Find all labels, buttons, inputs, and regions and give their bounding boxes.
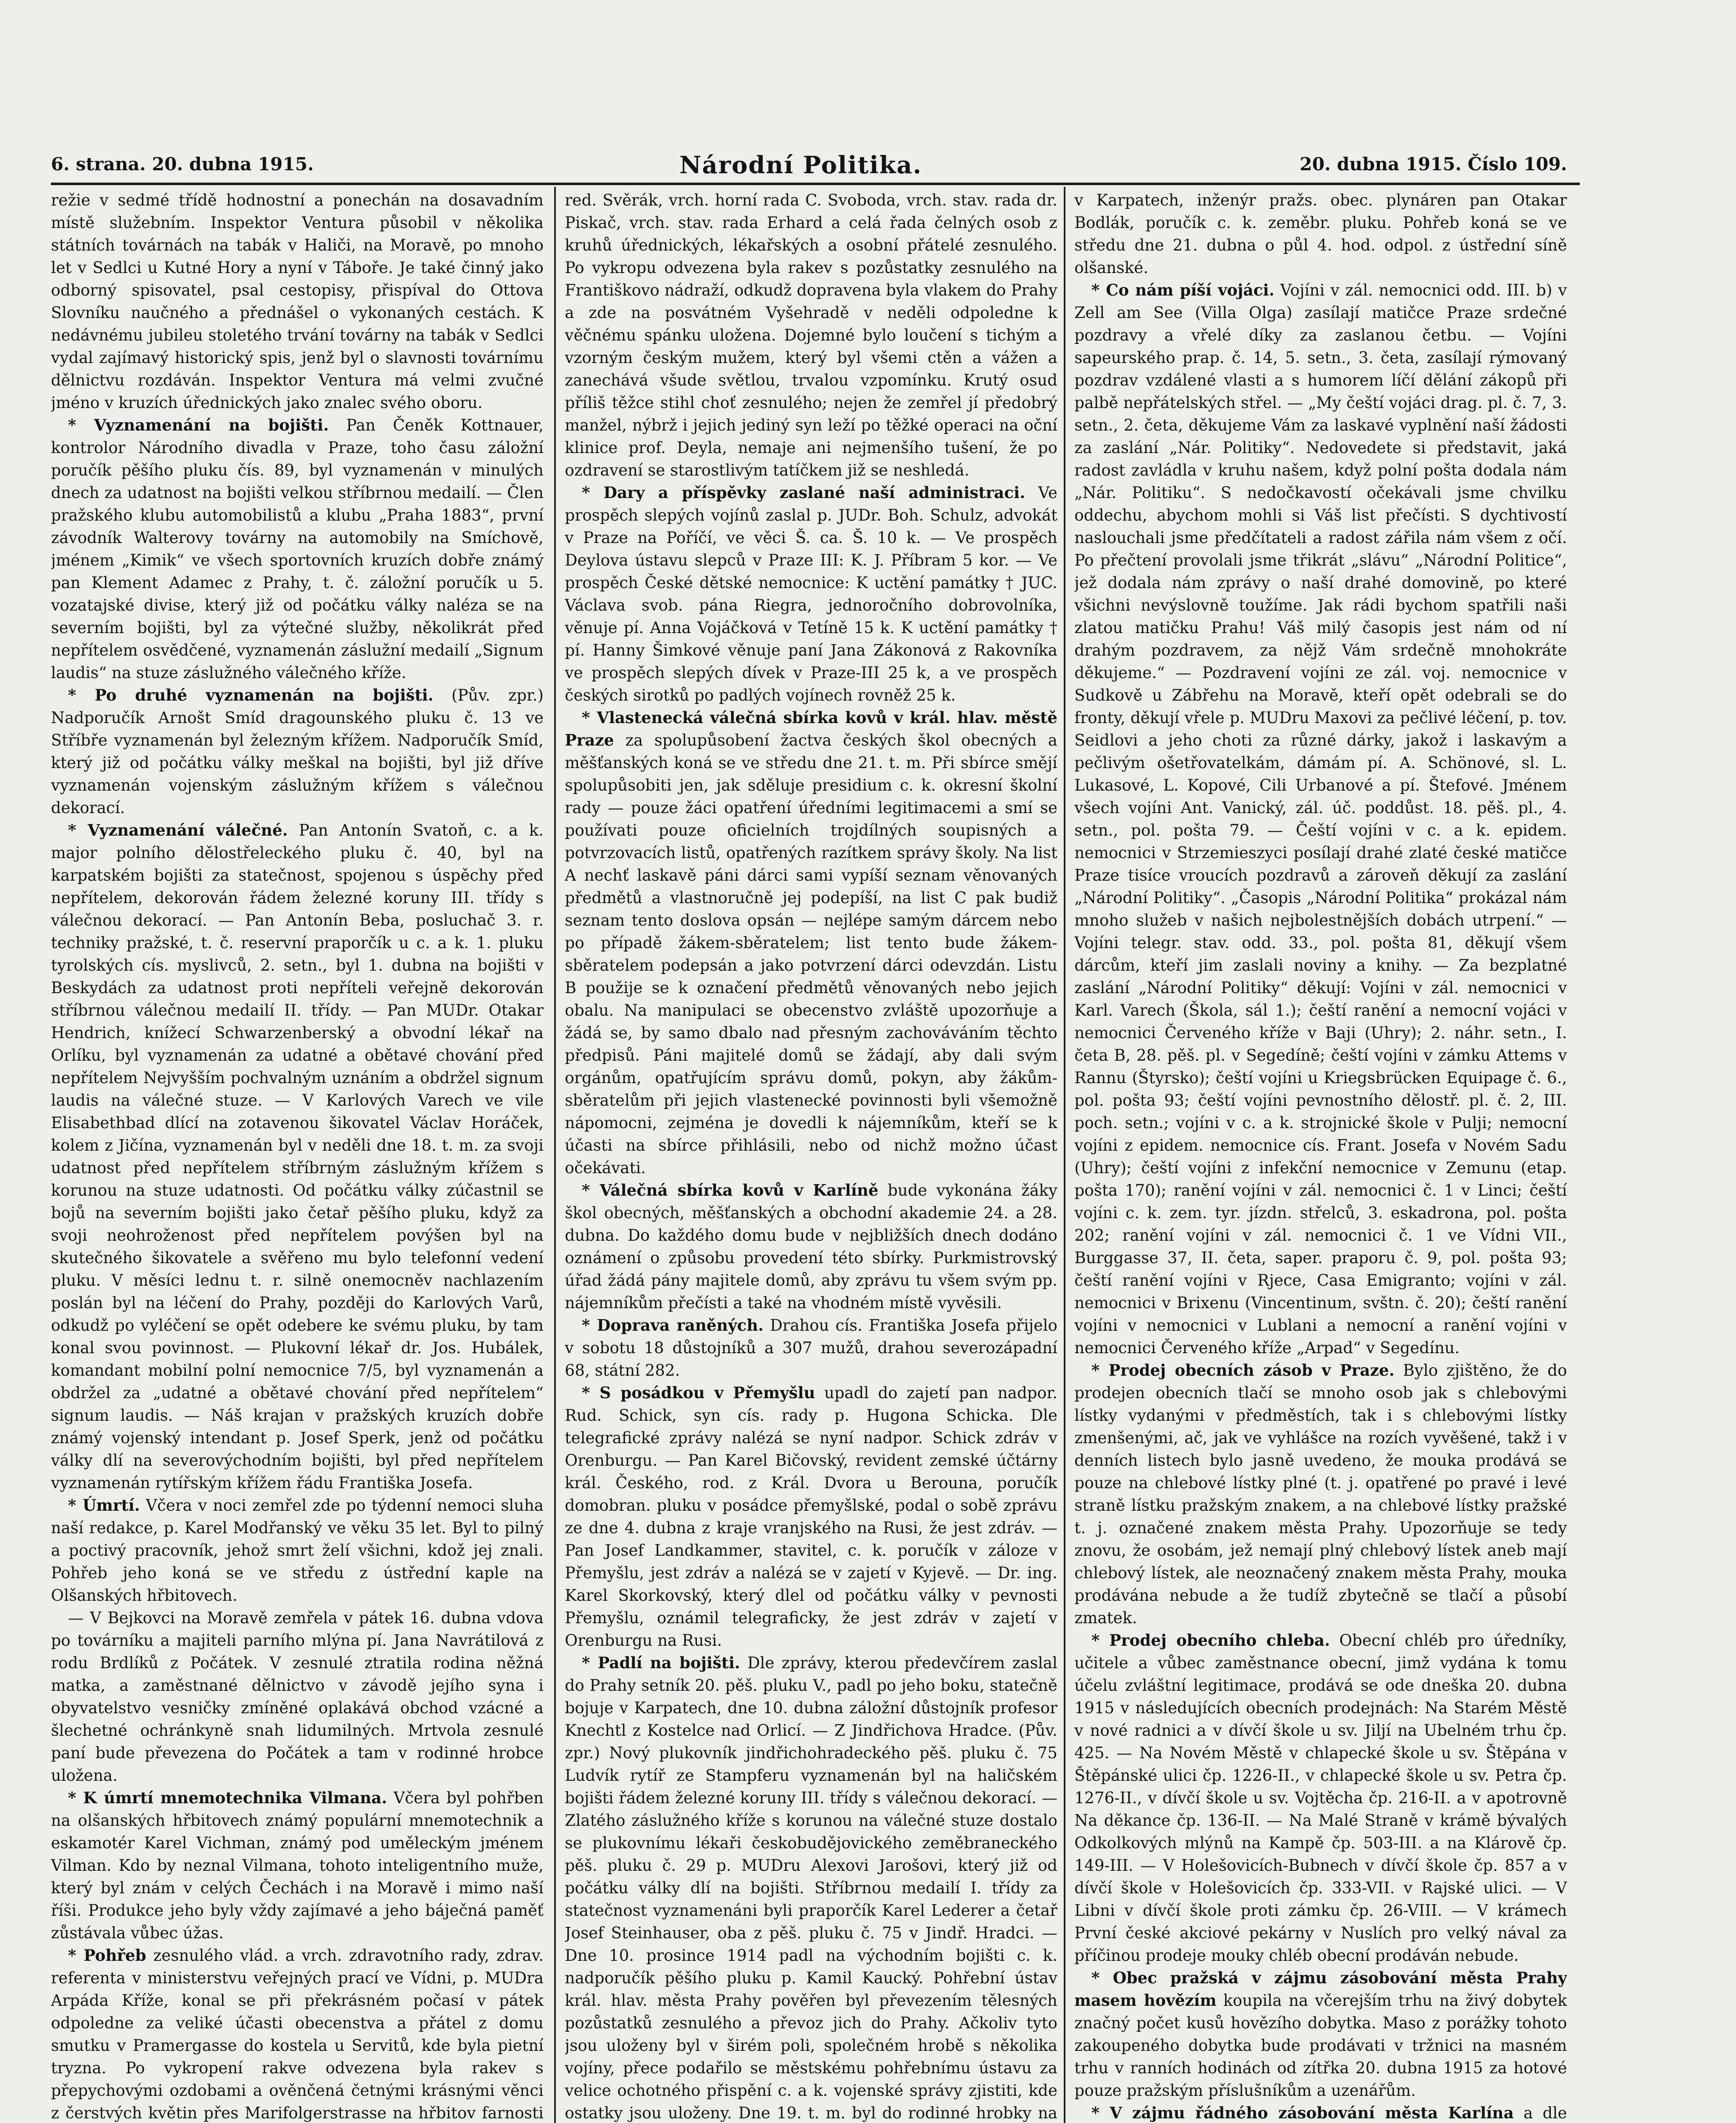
column-2 [565,189,1057,2123]
article-text: Ve prospěch slepých vojínů zaslal p. JUDr. Boh. Schulz, advokát v Praze na Poříčí, ve věci Š. ca. Š. 10 k. — Ve prospěch Deylova ústavu slepců v Praze III: K. J. Příbram 5 kor. — Ve prospěch České dětské nemocnice: K uctění památky † JUC. Václava svob. pána Riegra, jednoročního dobrovolníka, věnuje pí. Anna Vojáčková v Tetíně 15 k. K uctění památky † pí. Hanny Šimkové věnuje paní Jana Zákonová z Rakovníka ve prospěch slepých dívek v Praze-III 25 k, a ve prospěch českých sirotků po padlých vojínech rovněž 25 k. [565,484,1057,704]
article-paragraph [1074,189,1567,279]
article-headline: * Prodej obecního chleba. [1091,1631,1330,1650]
article-text: a dle [1523,2104,1567,2122]
article-text: bude vykonána žáky škol obecných, měšťanských a obchodní akademie 24. a 28. dubna. Do každého domu bude v nejbližších dnech dodáno oznámení o způsobu provedení této sbírky. Purkmistrovský úřad žádá pány majitele domů, aby zprávu tu všem svým pp. nájemníkům přečísti a také na vhodném místě vyvěsili. [565,1181,1057,1312]
article-headline: * V zájmu řádného zásobování města Karlína [1091,2103,1514,2122]
article-paragraph [1074,1359,1567,1629]
page-date-left: 6. strana. 20. dubna 1915. [51,154,314,175]
article-paragraph [565,1652,1057,2123]
article-headline: * Úmrtí. [68,1496,140,1515]
article-text: (Pův. zpr.) Nadporučík Arnošt Smíd dragounského pluku č. 13 ve Stříbře vyznamenán byl železným křížem. Nadporučík Smíd, který již od počátku války meškal na bojišti, byl již dříve vyznamenán vojenským záslužným křížem s válečnou dekorací. [51,686,544,817]
article-text: Drahou cís. Františka Josefa přijelo v sobotu 18 důstojníků a 307 mužů, drahou severozápadní 68, státní 282. [565,1316,1057,1380]
column-3 [1074,189,1567,2123]
article-paragraph [1074,1967,1567,2102]
article-headline: * Vyznamenání válečné. [68,821,288,839]
article-text: Bylo zjištěno, že do prodejen obecních tlačí se mnoho osob jak s chlebovými lístky vydanými v předměstích, tak i s chlebovými lístky zmenšenými, ač, jak ve vyhlášce na rozích vyvěšené, takž i v denních listech bylo jasně uvedeno, že mouka prodává se pouze na chlebové lístky plné (t. j. opatřené po pravé i levé straně lístku pražským znakem, a na chlebové lístky pražské t. j. označené znakem města Prahy. Upozorňuje se tedy znovu, že osobám, jež nemají plný chlebový lístek aneb mají chlebový lístek, ale neoznačený znakem města Prahy, mouka prodávána nebude a že tudíž zbytečně se tlačí a působí zmatek. [1074,1361,1567,1627]
article-paragraph [565,707,1057,1179]
article-paragraph [565,481,1057,707]
column-divider [1064,187,1065,2123]
article-headline: * Pohřeb [68,1946,147,1965]
article-paragraph [51,1787,544,1944]
issue-number-right: 20. dubna 1915. Číslo 109. [1299,154,1567,175]
newspaper-title: Národní Politika. [679,151,922,179]
article-paragraph [565,1179,1057,1314]
article-paragraph [51,1944,544,2123]
article-paragraph [51,819,544,1494]
article-paragraph [565,1382,1057,1652]
article-headline: * Prodej obecních zásob v Praze. [1091,1361,1395,1380]
header-rule [51,183,1580,185]
article-headline: * Obec pražská v zájmu zásobování města Prahy masem hovězím [1074,1968,1567,2010]
article-text: v Karpatech, inženýr pražs. obec. plynáren pan Otakar Bodlák, poručík c. k. zeměbr. pluku. Pohřeb koná se ve středu dne 21. dubna o půl 4. hod. odpol. z ústřední síně olšanské. [1074,191,1567,277]
article-text: Obecní chléb pro úředníky, učitele a vůbec zaměstnance obecní, jimž vydána k tomu účelu zvláštní legitimace, prodává se ode dneška 20. dubna 1915 v následujících obecních prodejnách: Na Starém Městě v nové radnici a v dívčí škole u sv. Jiljí na Ubelném trhu čp. 425. — Na Novém Městě v chlapecké škole u sv. Štěpána v Štěpánské ulici čp. 1226-II., v chlapecké škole u sv. Petra čp. 1276-II., v dívčí škole u sv. Vojtěcha čp. 216-II. a v apotrovně Na děkance čp. 136-II. — Na Malé Straně v krámě bývalých Odkolkových mlýnů na Kampě čp. 503-III. a na Klárově čp. 149-III. — V Holešovicích-Bubnech v dívčí škole čp. 857 a v dívčí škole v Holešovicích čp. 333-VII. v Rajské ulici. — V Libni v dívčí škole proti zámku čp. 26-VIII. — V krámech První české akciové pekárny v Nuslích pro velký nával za příčinou prodeje mouky chléb obecní prodáván nebude. [1074,1631,1567,1965]
article-paragraph [565,1314,1057,1382]
article-text: upadl do zajetí pan nadpor. Rud. Schick, syn cís. rady p. Hugona Schicka. Dle telegrafické zprávy nalézá se nyní nadpor. Schick zdráv v Orenburgu. — Pan Karel Bičovský, revident zemské účtárny král. Českého, rod. z Král. Dvora u Berouna, poručík domobran. pluku v posádce přemyšlské, podal o sobě zprávu ze dne 4. dubna z kraje vranjského na Rusi, že jest zdráv. — Pan Josef Landkammer, stavitel, c. k. poručík v záloze v Přemyšlu, jest zdráv a nalézá se v zajetí v Kyjevě. — Dr. ing. Karel Skorkovský, který dlel od počátku války v pevnosti Přemyšlu, oznámil telegraficky, že jest zdráv v zajetí v Orenburgu na Rusi. [565,1384,1057,1650]
article-text: — V Bejkovci na Moravě zemřela v pátek 16. dubna vdova po továrníku a majiteli parního mlýna pí. Jana Navrátilová z rodu Brdlíků z Počátek. V zesnulé ztratila rodina něžná matka, a zaměstnané dělnictvo v závodě jejího syna i obyvatelstvo vesničky zmíněné oplakává obchod vzácné a šlechetné ochránkyně snah lidumilných. Mrtvola zesnulé paní bude převezena do Počátek a tam v rodinné hrobce uložena. [51,1609,544,1785]
article-headline: * K úmrtí mnemotechnika Vilmana. [68,1788,387,1807]
article-paragraph [51,1494,544,1607]
article-paragraph [51,189,544,414]
article-text: Pan Antonín Svatoň, c. a k. major polního dělostřeleckého pluku č. 40, byl na karpatském bojišti za statečnost, spojenou s úspěchy před nepřítelem, dekorován řádem železné koruny III. třídy s válečnou dekorací. — Pan Antonín Beba, posluchač 3. r. techniky pražské, t. č. reservní praporčík u c. a k. 1. pluku tyrolských cís. myslivců, 2. setn., byl 1. dubna na bojišti v Beskydách za udatnost proti nepříteli veřejně dekorován stříbrnou válečnou medailí II. třídy. — Pan MUDr. Otakar Hendrich, knížecí Schwarzenberský a obvodní lékař na Orlíku, byl vyznamenán za udatné a obětavé chování před nepřítelem Nejvyšším pochvalným uznáním a obdržel signum laudis na válečné stuze. — V Karlových Varech ve vile Elisabethbad dlící na zotavenou šikovatel Václav Horáček, kolem z Jičína, vyznamenán byl v neděli dne 18. t. m. za svoji udatnost před nepřítelem stříbrným záslužným křížem s korunou na stuze udatnosti. Od počátku války zúčastnil se bojů na severním bojišti jako četař pěšího pluku, když za svoji neohroženost před nepřítelem povýšen byl na skutečného šikovatele a svěřeno mu bylo telefonní vedení pluku. V měsíci lednu t. r. silně onemocněv nachlazením poslán byl na léčení do Prahy, později do Karlových Varů, odkudž po vyléčení se opět odebere ke svému pluku, by tam konal svou povinnost. — Plukovní lékař dr. Jos. Hubálek, komandant mobilní polní nemocnice 7/5, byl vyznamenán a obdržel za „udatné a obětavé chování před nepřítelem“ signum laudis. — Náš krajan v pražských kruzích dobře známý vojenský intendant p. Josef Sperk, jenž od počátku války dlí na severovýchodním bojišti, byl před nepřítelem vyznamenán rytířským křížem řádu Františka Josefa. [51,821,544,1492]
article-headline: * Co nám píší vojáci. [1091,281,1274,299]
article-text: zesnulého vlád. a vrch. zdravotního rady, zdrav. referenta v ministerstvu veřejných prací ve Vídni, p. MUDra Arpáda Kříže, konal se při překrásném počasí v pátek odpoledne za veliké účasti obecenstva a přátel z domu smutku v Pramergasse do kostela u Servitů, kde byla pietní tryzna. Po vykropení rakve odvezena byla rakev s přepychovými ozdobami a ověnčená četnými krásnými věnci z čerstvých květin přes Marifolgerstrasse na hřbitov farnosti [51,1946,544,2122]
article-text: red. Svěrák, vrch. horní rada C. Svoboda, vrch. stav. rada dr. Piskač, vrch. stav. rada Erhard a celá řada čelných osob z kruhů úřednických, lékařských a osobní přátelé zesnulého. Po vykropu odvezena byla rakev s pozůstatky zesnulého na Františkovo nádraží, odkudž dopravena byla vlakem do Prahy a zde na posvátném Vyšehradě v neděli odpoledne k věčnému spánku uložena. Dojemné bylo loučení s tichým a vzorným českým mužem, který byl všemi ctěn a vážen a zanechává všude světlou, trvalou vzpomínku. Krutý osud příliš těžce stihl choť zesnulého; nejen že zemřel jí předobrý manžel, nýbrž i jejich jediný syn leží po těžké operaci na oční klinice prof. Deyla, nemaje ani nejmenšího tušení, že po ozdravení se starostlivým tatíčkem již se neshledá. [565,191,1057,479]
article-text: režie v sedmé třídě hodnostní a ponechán na dosavadním místě služebním. Inspektor Ventura působil v několika státních továrnách na tabák v Haliči, na Moravě, po mnoho let v Sedlci u Kutné Hory a nyní v Táboře. Je také činný jako odborný spisovatel, psal cestopisy, přispíval do Ottova Slovníku naučného a přednášel o vykonaných cestách. K nedávnému jubileu stoletého trvání továrny na tabák v Sedlci vydal zajímavý historický spis, jenž byl o slavnosti továrnímu dělnictvu rozdáván. Inspektor Ventura má velmi zvučné jméno v kruzích úřednických jako znalec svého oboru. [51,191,544,412]
article-text: koupila na včerejším trhu na živý dobytek značný počet kusů hovězího dobytka. Maso z porážky tohoto zakoupeného dobytka bude prodávati v tržnici na masném trhu v ranních hodinách od zítřka 20. dubna 1915 za hotové pouze pražským příslušníkům a uzenářům. [1074,1991,1567,2100]
article-paragraph [1074,279,1567,1359]
article-headline: * Vyznamenání na bojišti. [68,416,329,434]
article-text: Včera byl pohřben na olšanských hřbitovech známý populární mnemotechnik a eskamotér Karel Vichman, známý pod uměleckým jménem Vilman. Kdo by neznal Vilmana, tohoto inteligentního muže, který byl znám v celých Čechách i na Moravě i mimo naší říši. Produkce jeho byly vždy zajímavé a jeho báječná paměť zůstávala vůbec úžas. [51,1789,544,1942]
article-text: Dle zprávy, kterou předevčírem zaslal do Prahy setník 20. pěš. pluku V., padl po jeho boku, statečně bojuje v Karpatech, dne 10. dubna záložní důstojník profesor Knechtl z Kostelce nad Orlicí. — Z Jindřichova Hradce. (Pův. zpr.) Nový plukovník jindřichohradeckého pěš. pluku č. 75 Ludvík rytíř ze Stampferu vyznamenán byl na haličském bojišti řádem železné koruny III. třídy s válečnou dekorací. — Zlatého záslužného kříže s korunou na válečné stuze dostalo se plukovnímu lékaři českobudějovického zeměbraneckého pěš. pluku č. 29 p. MUDru Alexovi Jarošovi, který již od počátku války dlí na bojišti. Stříbrnou medailí I. třídy za statečnost vyznamenáni byli praporčík Karel Lederer a četař Josef Steinhauser, oba z pěš. pluku č. 75 v Jindř. Hradci. — Dne 10. prosince 1914 padl na východním bojišti c. k. nadporučík pěšího pluku p. Kamil Kaucký. Pohřební ústav král. hlav. města Prahy pověřen byl převezením tělesných pozůstatků zesnulého a převoz jich do Prahy. Ačkoliv tyto jsou uloženy byl v širém poli, společném hrobě s několika vojíny, přece podařilo se městskému pohřebnímu ústavu za velice ochotného přispění c. a k. vojenské správy zjistiti, kde ostatky jsou uloženy. Dne 19. t. m. byl do rodinné hrobky na [565,1654,1057,2122]
article-paragraph [51,684,544,819]
article-headline: * Padlí na bojišti. [582,1653,740,1672]
article-headline: * Doprava raněných. [582,1316,764,1335]
article-headline: * Dary a příspěvky zaslané naší administraci. [582,483,1026,502]
article-headline: * S posádkou v Přemyšlu [582,1383,815,1402]
masthead [51,151,1567,183]
article-headline: * Válečná sbírka kovů v Karlíně [582,1181,879,1199]
article-headline: * Po druhé vyznamenán na bojišti. [68,686,434,704]
article-text: Vojíni v zál. nemocnici odd. III. b) v Zell am See (Villa Olga) zasílají matičce Praze srdečné pozdravy a vřelé díky za zaslanou četbu. — Vojíni sapeurského prap. č. 14, 5. setn., 3. četa, zasílají rýmovaný pozdrav vzdálené vlasti a s humorem líčí dělání zákopů při palbě nepřátelských střel. — „My čeští vojáci drag. pl. č. 7, 3. setn., 2. četa, děkujeme Vám za laskavé vyplnění naší žádosti za zaslání „Nár. Politiky“. Nedovedete si představit, jaká radost zavládla v kruhu našem, když polní pošta dodala nám „Nár. Politiku“. S nedočkavostí očekávali jsme chvilku oddechu, abychom mohli si Váš list přečísti. S dychtivostí naslouchali jsme předčítateli a radost zářila nám všem z očí. Po přečtení provolali jsme třikrát „slávu“ „Národní Politice“, jež dodala nám zprávy o naší drahé domovině, po které všichni nevýslovně toužíme. Jak rádi bychom spatřili naši zlatou matičku Prahu! Váš milý časopis jest nám od ní drahým pozdravem, za nějž Vám srdečně mnohokráte děkujeme.“ — Pozdravení vojíni ze zál. voj. nemocnice v Sudkově u Zábřehu na Moravě, kteří opět odebrali se do fronty, děkují vřele p. MUDru Maxovi za pečlivé léčení, p. tov. Seidlovi a jeho choti za různé dárky, jakož i laskavým a pečlivým ošetřovatelkám, dámám pí. A. Schönové, sl. L. Lukasové, L. Kopové, Cili Urbanové a pí. Štefové. Jménem všech vojíni Ant. Vanický, zál. úč. poddůst. 18. pěš. pl., 4. setn., pol. pošta 79. — Čeští vojíni v c. a k. epidem. nemocnici v Strzemieszyci posílají drahé zlaté české matičce Praze tisíce vroucích pozdravů a zároveň děkují za zaslání „Národní Politiky“. „Časopis „Národní Politika“ prokázal nám mnoho služeb v našich nejbolestnějších dobách utrpení.“ — Vojíni telegr. stav. odd. 33., pol. pošta 81, děkují všem dárcům, kteří jim zaslali noviny a knihy. — Za bezplatné zaslání „Národní Politiky“ děkují: Vojíni v zál. nemocnici v Karl. Varech (Škola, sál 1.); čeští ranění a nemocní vojáci v nemocnici Červeného kříže v Baji (Uhry); 2. náhr. setn., I. četa B, 28. pěš. pl. v Segedíně; čeští vojíni v zámku Attems v Rannu (Štyrsko); čeští vojíni u Kriegsbrücken Equipage č. 6., pol. pošta 93; čeští vojíni pevnostního dělostř. pl. č. 2, III. poch. setn.; vojíni v c. a k. strojnické škole v Pulji; nemocní vojíni z epidem. nemocnice cís. Frant. Josefa v Novém Sadu (Uhry); čeští vojíni z infekční nemocnice v Zemunu (etap. pošta 170); ranění vojíni v zál. nemocnici č. 1 v Linci; čeští vojíni c. k. zem. tyr. jízdn. střelců, 3. eskadrona, pol. pošta 202; ranění vojíni v zál. nemocnici č. 1 ve Vídni VII., Burggasse 37, II. četa, saper. praporu č. 9, pol. pošta 93; čeští ranění vojíni v Rjece, Casa Emigranto; vojíni v zál. nemocnici v Brixenu (Vincentinum, svštn. č. 20); čeští ranění vojíni v nemocnici v Lublani a nemocní a ranění vojíni v nemocnici Červeného kříže „Arpad“ v Segedínu. [1074,281,1567,1357]
article-headline: * Vlastenecká válečná sbírka kovů v král. hlav. městě Praze [565,708,1057,749]
article-text: Včera v noci zemřel zde po týdenní nemoci sluha naší redakce, p. Karel Modřanský ve věku 35 let. Byl to pilný a poctivý pracovník, jehož smrt želí všichni, kdož jej znali. Pohřeb jeho koná se ve středu z ústřední kaple na Olšanských hřbitovech. [51,1496,544,1605]
article-paragraph [51,414,544,684]
article-paragraph [565,189,1057,481]
article-text: Pan Čeněk Kottnauer, kontrolor Národního divadla v Praze, toho času záložní poručík pěšího pluku čís. 89, byl vyznamenán v minulých dnech za udatnost na bojišti velkou stříbrnou medailí. — Člen pražského klubu automobilistů a klubu „Praha 1883“, první závodník Walterovy továrny na automobily na Smíchově, jménem „Kimik“ ve všech sportovních kruzích dobře známý pan Klement Adamec z Prahy, t. č. záložní poručík u 5. vozatajské divise, který již od počátku války naléza se na severním bojišti, byl za výtečné služby, několikrát před nepřítelem osvědčené, vyznamenán záslužní medailí „Signum laudis“ na stuze záslužného válečného kříže. [51,416,544,682]
article-paragraph [1074,2102,1567,2123]
article-paragraph [51,1607,544,1787]
article-paragraph [1074,1629,1567,1967]
article-text: za spolupůsobení žactva českých škol obecných a měšťanských koná se ve středu dne 21. t. m. Při sbírce smějí spolupůsobiti jen, jak sděluje presidium c. k. okresní školní rady — pouze žáci opatření úředními legitimacemi a smí se používati pouze oficielních trojdílných soupisných a potvrzovacích listů, opatřených razítkem správy školy. Na list A nechť laskavě páni dárci sami vypíší seznam věnovaných předmětů a vlastnoručně jej podepíší, na list C pak budiž seznam tento doslova opsán — nejlépe samým dárcem nebo po případě žákem-sběratelem; list tento bude žákem-sběratelem podepsán a jako potvrzení dárci odevzdán. Listu B použije se k označení předmětů věnovaných nebo jejich obalu. Na manipulaci se obecenstvo zvláště upozorňuje a žádá se, by samo dbalo nad přesným zachováváním těchto předpisů. Páni majitelé domů se žádají, aby dali svým orgánům, opatřujícím správu domů, pokyn, aby žákům-sběratelům při jejich vlastenecké povinnosti byli všemožně nápomocni, zejména je dovedli k nájemníkům, kteří se k účasti na sbírce přihlásili, nebo od nichž možno účast očekávati. [565,731,1057,1177]
column-divider [554,187,556,2123]
column-1 [51,189,544,2123]
